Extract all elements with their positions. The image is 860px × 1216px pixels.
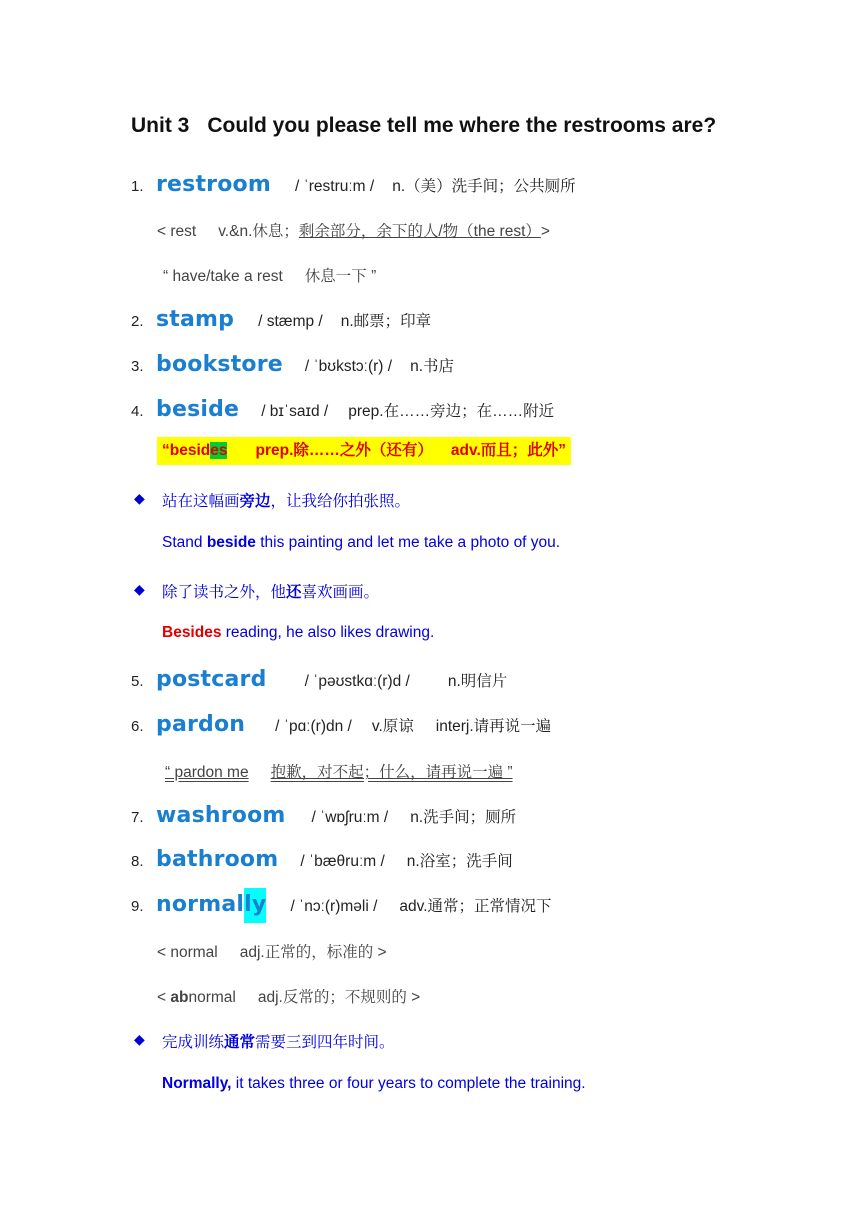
note-close: > bbox=[540, 223, 550, 240]
besides-highlight bbox=[157, 437, 571, 465]
item-number: 2. bbox=[131, 313, 144, 330]
bullet-diamond-icon: ◆ bbox=[134, 490, 145, 506]
example-key: 旁边 bbox=[239, 493, 271, 510]
vocab-item-restroom bbox=[131, 172, 576, 197]
phonetic: / ˈpəʊstkɑː(r)d / bbox=[304, 673, 410, 690]
vocab-item-washroom bbox=[131, 803, 516, 828]
phrase-text: “ have/take a rest bbox=[163, 268, 283, 285]
note-open: < normal bbox=[157, 944, 218, 961]
besides-word-a: “besid bbox=[162, 442, 211, 459]
meaning: adv.通常；正常情况下 bbox=[399, 898, 552, 915]
note-open: < rest bbox=[157, 223, 197, 240]
vocab-word: pardon bbox=[156, 712, 246, 737]
meaning: prep.在……旁边；在……附近 bbox=[348, 403, 555, 420]
vocab-word: beside bbox=[156, 397, 240, 422]
phrase-meaning: 休息一下 ” bbox=[304, 268, 377, 285]
example-cn-3 bbox=[162, 1030, 395, 1052]
item-number: 8. bbox=[131, 853, 144, 870]
item-number: 6. bbox=[131, 718, 144, 735]
example-en-1 bbox=[162, 534, 560, 552]
example-cn-1 bbox=[162, 489, 410, 511]
unit-label: Unit 3 bbox=[131, 114, 190, 137]
example-key: 通常 bbox=[224, 1034, 256, 1051]
item-number: 9. bbox=[131, 898, 144, 915]
meaning: n.邮票；印章 bbox=[340, 313, 432, 330]
meaning: n.书店 bbox=[410, 358, 455, 375]
example-text: it takes three or four years to complete the training. bbox=[231, 1075, 586, 1092]
vocab-word: washroom bbox=[156, 803, 286, 828]
vocab-word: restroom bbox=[156, 172, 271, 197]
normal-note bbox=[157, 940, 387, 962]
example-key: Normally, bbox=[162, 1075, 232, 1092]
phonetic: / ˈbʊkstɔː(r) / bbox=[304, 358, 393, 375]
phonetic: / ˈwɒʃruːm / bbox=[311, 809, 389, 826]
example-key: 还 bbox=[286, 584, 302, 601]
besides-adv: adv.而且；此外” bbox=[450, 442, 567, 459]
besides-note bbox=[157, 438, 571, 460]
example-text: ，让我给你拍张照。 bbox=[270, 493, 411, 510]
meaning: n.（美）洗手间；公共厕所 bbox=[392, 178, 576, 195]
item-number: 5. bbox=[131, 673, 144, 690]
vocab-word: bookstore bbox=[156, 352, 283, 377]
meaning: n.浴室；洗手间 bbox=[406, 853, 513, 870]
example-cn-2 bbox=[162, 580, 379, 602]
phonetic: / ˈbæθruːm / bbox=[300, 853, 385, 870]
meaning-2: interj.请再说一遍 bbox=[435, 718, 552, 735]
item-number: 7. bbox=[131, 809, 144, 826]
vocab-word: postcard bbox=[156, 667, 267, 692]
meaning: n.洗手间；厕所 bbox=[410, 809, 517, 826]
example-en-3 bbox=[162, 1075, 586, 1093]
example-text: reading, he also likes drawing. bbox=[221, 624, 435, 641]
rest-phrase bbox=[163, 264, 376, 286]
phonetic: / stæmp / bbox=[258, 313, 323, 330]
example-text: 站在这幅画 bbox=[162, 493, 240, 510]
note-open: < bbox=[157, 989, 171, 1006]
vocab-item-normally bbox=[131, 892, 552, 917]
vocab-word: bathroom bbox=[156, 847, 279, 872]
example-text: this painting and let me take a photo of you. bbox=[255, 534, 561, 551]
note-pos: v.&n.休息； bbox=[218, 223, 299, 240]
vocab-item-postcard bbox=[131, 667, 507, 692]
page-title bbox=[131, 114, 716, 138]
vocab-word-a: normal bbox=[156, 892, 245, 917]
title-text: Could you please tell me where the restrooms are? bbox=[207, 114, 717, 137]
item-number: 3. bbox=[131, 358, 144, 375]
vocab-item-bookstore bbox=[131, 352, 454, 377]
example-en-2 bbox=[162, 624, 434, 642]
phonetic: / ˈrestruːm / bbox=[294, 178, 375, 195]
rest-note bbox=[157, 219, 550, 241]
abnormal-note bbox=[157, 985, 420, 1007]
example-text: Stand bbox=[162, 534, 207, 551]
vocab-item-pardon bbox=[131, 712, 551, 737]
example-key: Besides bbox=[162, 624, 222, 641]
meaning: n.明信片 bbox=[447, 673, 508, 690]
phonetic: / ˈpɑː(r)dn / bbox=[275, 718, 352, 735]
note-meaning: adj.正常的，标准的 > bbox=[239, 944, 387, 961]
example-text: 需要三到四年时间。 bbox=[255, 1034, 395, 1051]
phonetic: / ˈnɔː(r)məli / bbox=[290, 898, 378, 915]
vocab-item-stamp bbox=[131, 307, 431, 332]
item-number: 4. bbox=[131, 403, 144, 420]
besides-prep: prep.除……之外（还有） bbox=[255, 442, 433, 459]
bullet-diamond-icon: ◆ bbox=[134, 1031, 145, 1047]
note-prefix: ab bbox=[170, 989, 189, 1006]
note-meaning: adj.反常的；不规则的 > bbox=[257, 989, 421, 1006]
item-number: 1. bbox=[131, 178, 144, 195]
note-underlined: 剩余部分，余下的人/物（the rest） bbox=[298, 223, 541, 240]
phonetic: / bɪˈsaɪd / bbox=[261, 403, 329, 420]
phrase-meaning: 抱歉，对不起；什么，请再说一遍 ” bbox=[270, 764, 513, 781]
vocab-item-beside bbox=[131, 397, 554, 422]
vocab-word-b: ly bbox=[244, 888, 266, 923]
vocab-word: stamp bbox=[156, 307, 235, 332]
example-text: 完成训练 bbox=[162, 1034, 225, 1051]
example-text: 除了读书之外，他 bbox=[162, 584, 287, 601]
phrase-text: “ pardon me bbox=[165, 764, 249, 781]
bullet-diamond-icon: ◆ bbox=[134, 581, 145, 597]
note-word: normal bbox=[188, 989, 236, 1006]
example-text: 喜欢画画。 bbox=[301, 584, 380, 601]
example-key: beside bbox=[206, 534, 256, 551]
meaning: v.原谅 bbox=[371, 718, 414, 735]
pardon-phrase bbox=[157, 760, 519, 782]
besides-word-b: es bbox=[210, 442, 228, 459]
vocab-item-bathroom bbox=[131, 847, 513, 872]
